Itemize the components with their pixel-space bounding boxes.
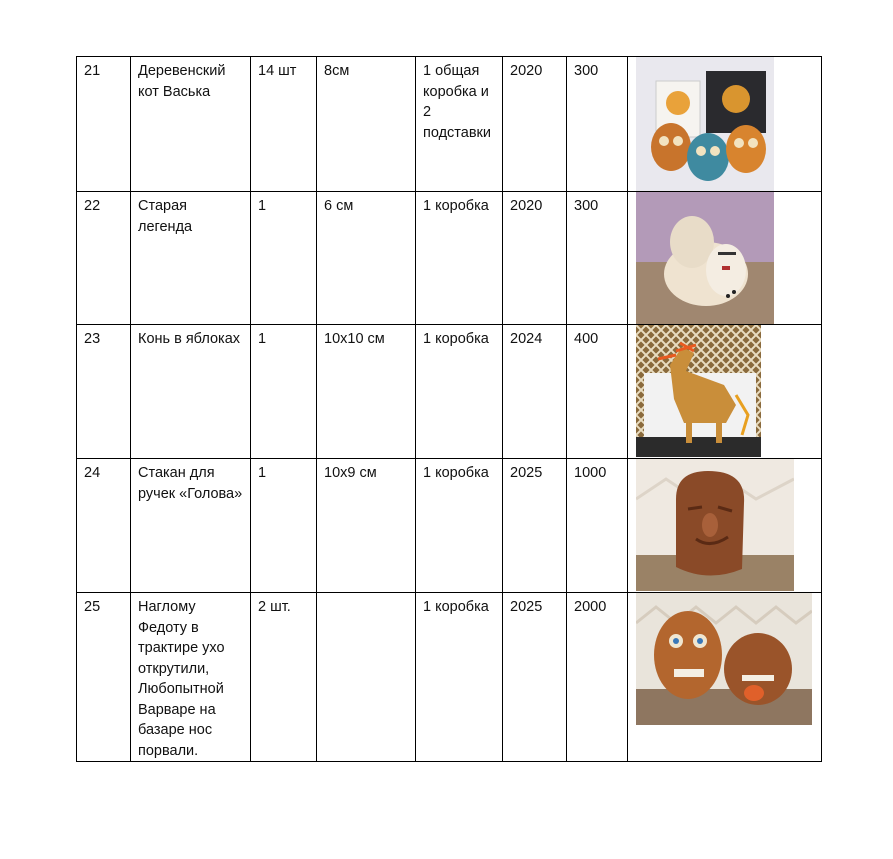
- item-quantity: 2 шт.: [251, 593, 317, 762]
- item-price: 2000: [567, 593, 628, 762]
- clay-cats-figurines-photo: [636, 57, 821, 191]
- item-price: 300: [567, 57, 628, 192]
- item-name: Старая легенда: [131, 192, 251, 325]
- item-quantity: 14 шт: [251, 57, 317, 192]
- item-year: 2025: [503, 593, 567, 762]
- item-year: 2025: [503, 459, 567, 593]
- item-quantity: 1: [251, 459, 317, 593]
- clay-two-heads-figurines-photo: [636, 593, 821, 725]
- item-size: [317, 593, 416, 762]
- item-size: 10х10 см: [317, 325, 416, 459]
- item-photo-cell: [628, 593, 822, 762]
- item-price: 1000: [567, 459, 628, 593]
- item-photo-cell: [628, 57, 822, 192]
- item-number: 25: [77, 593, 131, 762]
- table-row: [77, 325, 822, 459]
- item-number: 23: [77, 325, 131, 459]
- clay-old-woman-figurine-photo: [636, 192, 821, 324]
- clay-horse-figurine-photo: [636, 325, 821, 457]
- item-number: 24: [77, 459, 131, 593]
- item-number: 22: [77, 192, 131, 325]
- clay-head-pen-holder-photo: [636, 459, 821, 591]
- table-row: [77, 192, 822, 325]
- catalog-table: [76, 56, 822, 762]
- table-row: [77, 459, 822, 593]
- item-packaging: 1 коробка: [416, 325, 503, 459]
- item-year: 2024: [503, 325, 567, 459]
- item-size: 8см: [317, 57, 416, 192]
- item-packaging: 1 коробка: [416, 459, 503, 593]
- item-year: 2020: [503, 57, 567, 192]
- item-size: 6 см: [317, 192, 416, 325]
- item-price: 400: [567, 325, 628, 459]
- item-year: 2020: [503, 192, 567, 325]
- item-photo-cell: [628, 192, 822, 325]
- table-row: [77, 593, 822, 762]
- item-price: 300: [567, 192, 628, 325]
- item-name: Деревенский кот Васька: [131, 57, 251, 192]
- item-quantity: 1: [251, 325, 317, 459]
- item-size: 10х9 см: [317, 459, 416, 593]
- item-quantity: 1: [251, 192, 317, 325]
- item-name: Стакан для ручек «Голова»: [131, 459, 251, 593]
- table-row: [77, 57, 822, 192]
- item-number: 21: [77, 57, 131, 192]
- item-packaging: 1 общая коробка и 2 подставки: [416, 57, 503, 192]
- item-packaging: 1 коробка: [416, 192, 503, 325]
- item-photo-cell: [628, 459, 822, 593]
- item-name: Наглому Федоту в трактире ухо открутили, Любопытной Варваре на базаре нос порвали.: [131, 593, 251, 762]
- item-photo-cell: [628, 325, 822, 459]
- item-packaging: 1 коробка: [416, 593, 503, 762]
- item-name: Конь в яблоках: [131, 325, 251, 459]
